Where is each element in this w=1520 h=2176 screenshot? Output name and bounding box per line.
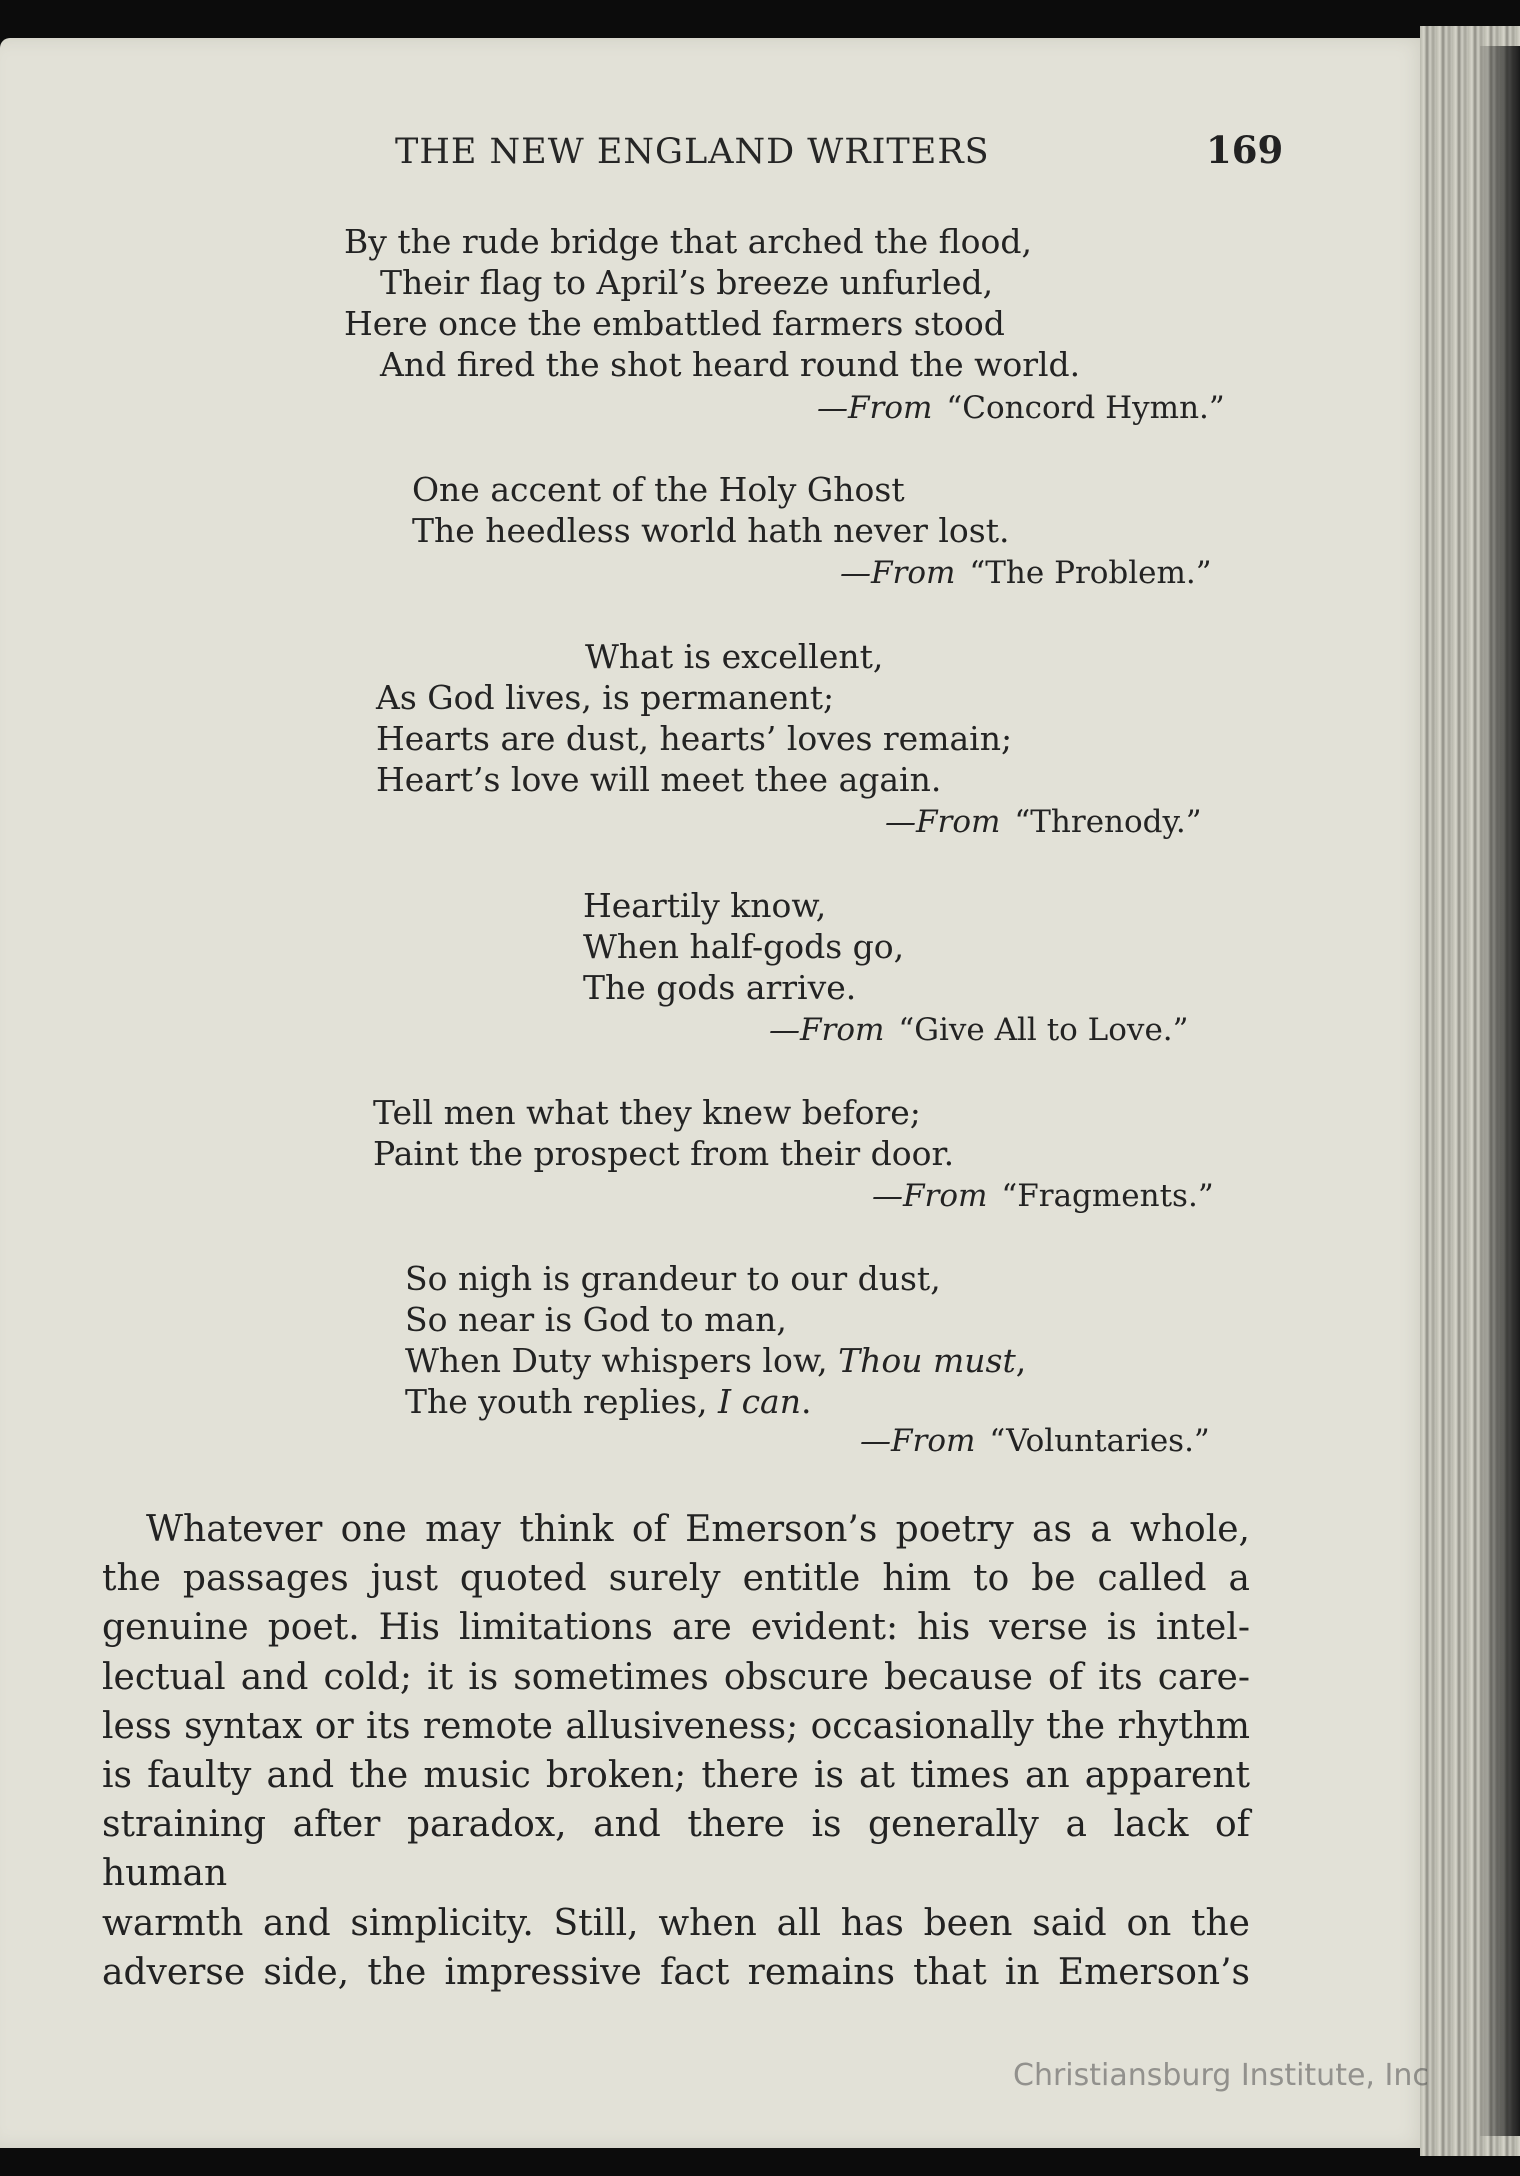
paragraph-line: straining after paradox, and there is generally a lack of human	[102, 1804, 1250, 1895]
quote-source: —From “The Problem.”	[840, 555, 1212, 591]
verse-line: The gods arrive.	[583, 968, 857, 1007]
paragraph-line: Whatever one may think of Emerson’s poetry as a whole,	[146, 1509, 1250, 1550]
watermark: Christiansburg Institute, Inc	[1013, 2058, 1429, 2093]
verse-line: As God lives, is permanent;	[376, 678, 835, 717]
verse-line: When half-gods go,	[583, 927, 905, 966]
verse-line: And fired the shot heard round the world.	[380, 345, 1081, 384]
verse-line: Heart’s love will meet thee again.	[376, 760, 942, 799]
verse-line: What is excellent,	[585, 637, 884, 676]
paragraph-line: is faulty and the music broken; there is at times an apparent	[102, 1755, 1250, 1797]
running-header: THE NEW ENGLAND WRITERS	[395, 132, 990, 172]
paragraph-line: genuine poet. His limitations are evident: his verse is intel-	[102, 1607, 1250, 1649]
verse-line: One accent of the Holy Ghost	[412, 470, 905, 509]
verse-line: When Duty whispers low, Thou must,	[405, 1341, 1027, 1380]
verse-line: The heedless world hath never lost.	[412, 511, 1010, 550]
quote-source: —From “Threnody.”	[885, 804, 1202, 840]
verse-line: So nigh is grandeur to our dust,	[405, 1259, 941, 1298]
paragraph-line: less syntax or its remote allusiveness; occasionally the rhythm	[102, 1705, 1250, 1747]
verse-line: The youth replies, I can.	[405, 1382, 812, 1421]
verse-line: So near is God to man,	[405, 1300, 787, 1339]
page-number: 169	[1206, 128, 1284, 172]
quote-source: —From “Voluntaries.”	[860, 1423, 1210, 1459]
quote-source: —From “Concord Hymn.”	[817, 390, 1225, 426]
verse-line: Heartily know,	[583, 886, 827, 925]
paragraph-line: the passages just quoted surely entitle him to be called a	[102, 1558, 1250, 1600]
verse-line: Their flag to April’s breeze unfurled,	[380, 263, 994, 302]
verse-line: Here once the embattled farmers stood	[344, 304, 1005, 343]
paragraph-line: lectual and cold; it is sometimes obscure because of its care-	[102, 1656, 1250, 1698]
verse-line: Paint the prospect from their door.	[373, 1134, 955, 1173]
verse-line: Hearts are dust, hearts’ loves remain;	[376, 719, 1013, 758]
quote-source: —From “Fragments.”	[872, 1178, 1214, 1214]
verse-line: Tell men what they knew before;	[373, 1093, 921, 1132]
page-edges	[1420, 26, 1520, 2156]
paragraph-line: warmth and simplicity. Still, when all has been said on the	[102, 1902, 1250, 1944]
body-paragraph	[102, 1505, 1250, 1997]
verse-line: By the rude bridge that arched the flood,	[344, 222, 1032, 261]
quote-source: —From “Give All to Love.”	[769, 1012, 1189, 1048]
paragraph-line: adverse side, the impressive fact remains that in Emerson’s	[102, 1951, 1250, 1993]
